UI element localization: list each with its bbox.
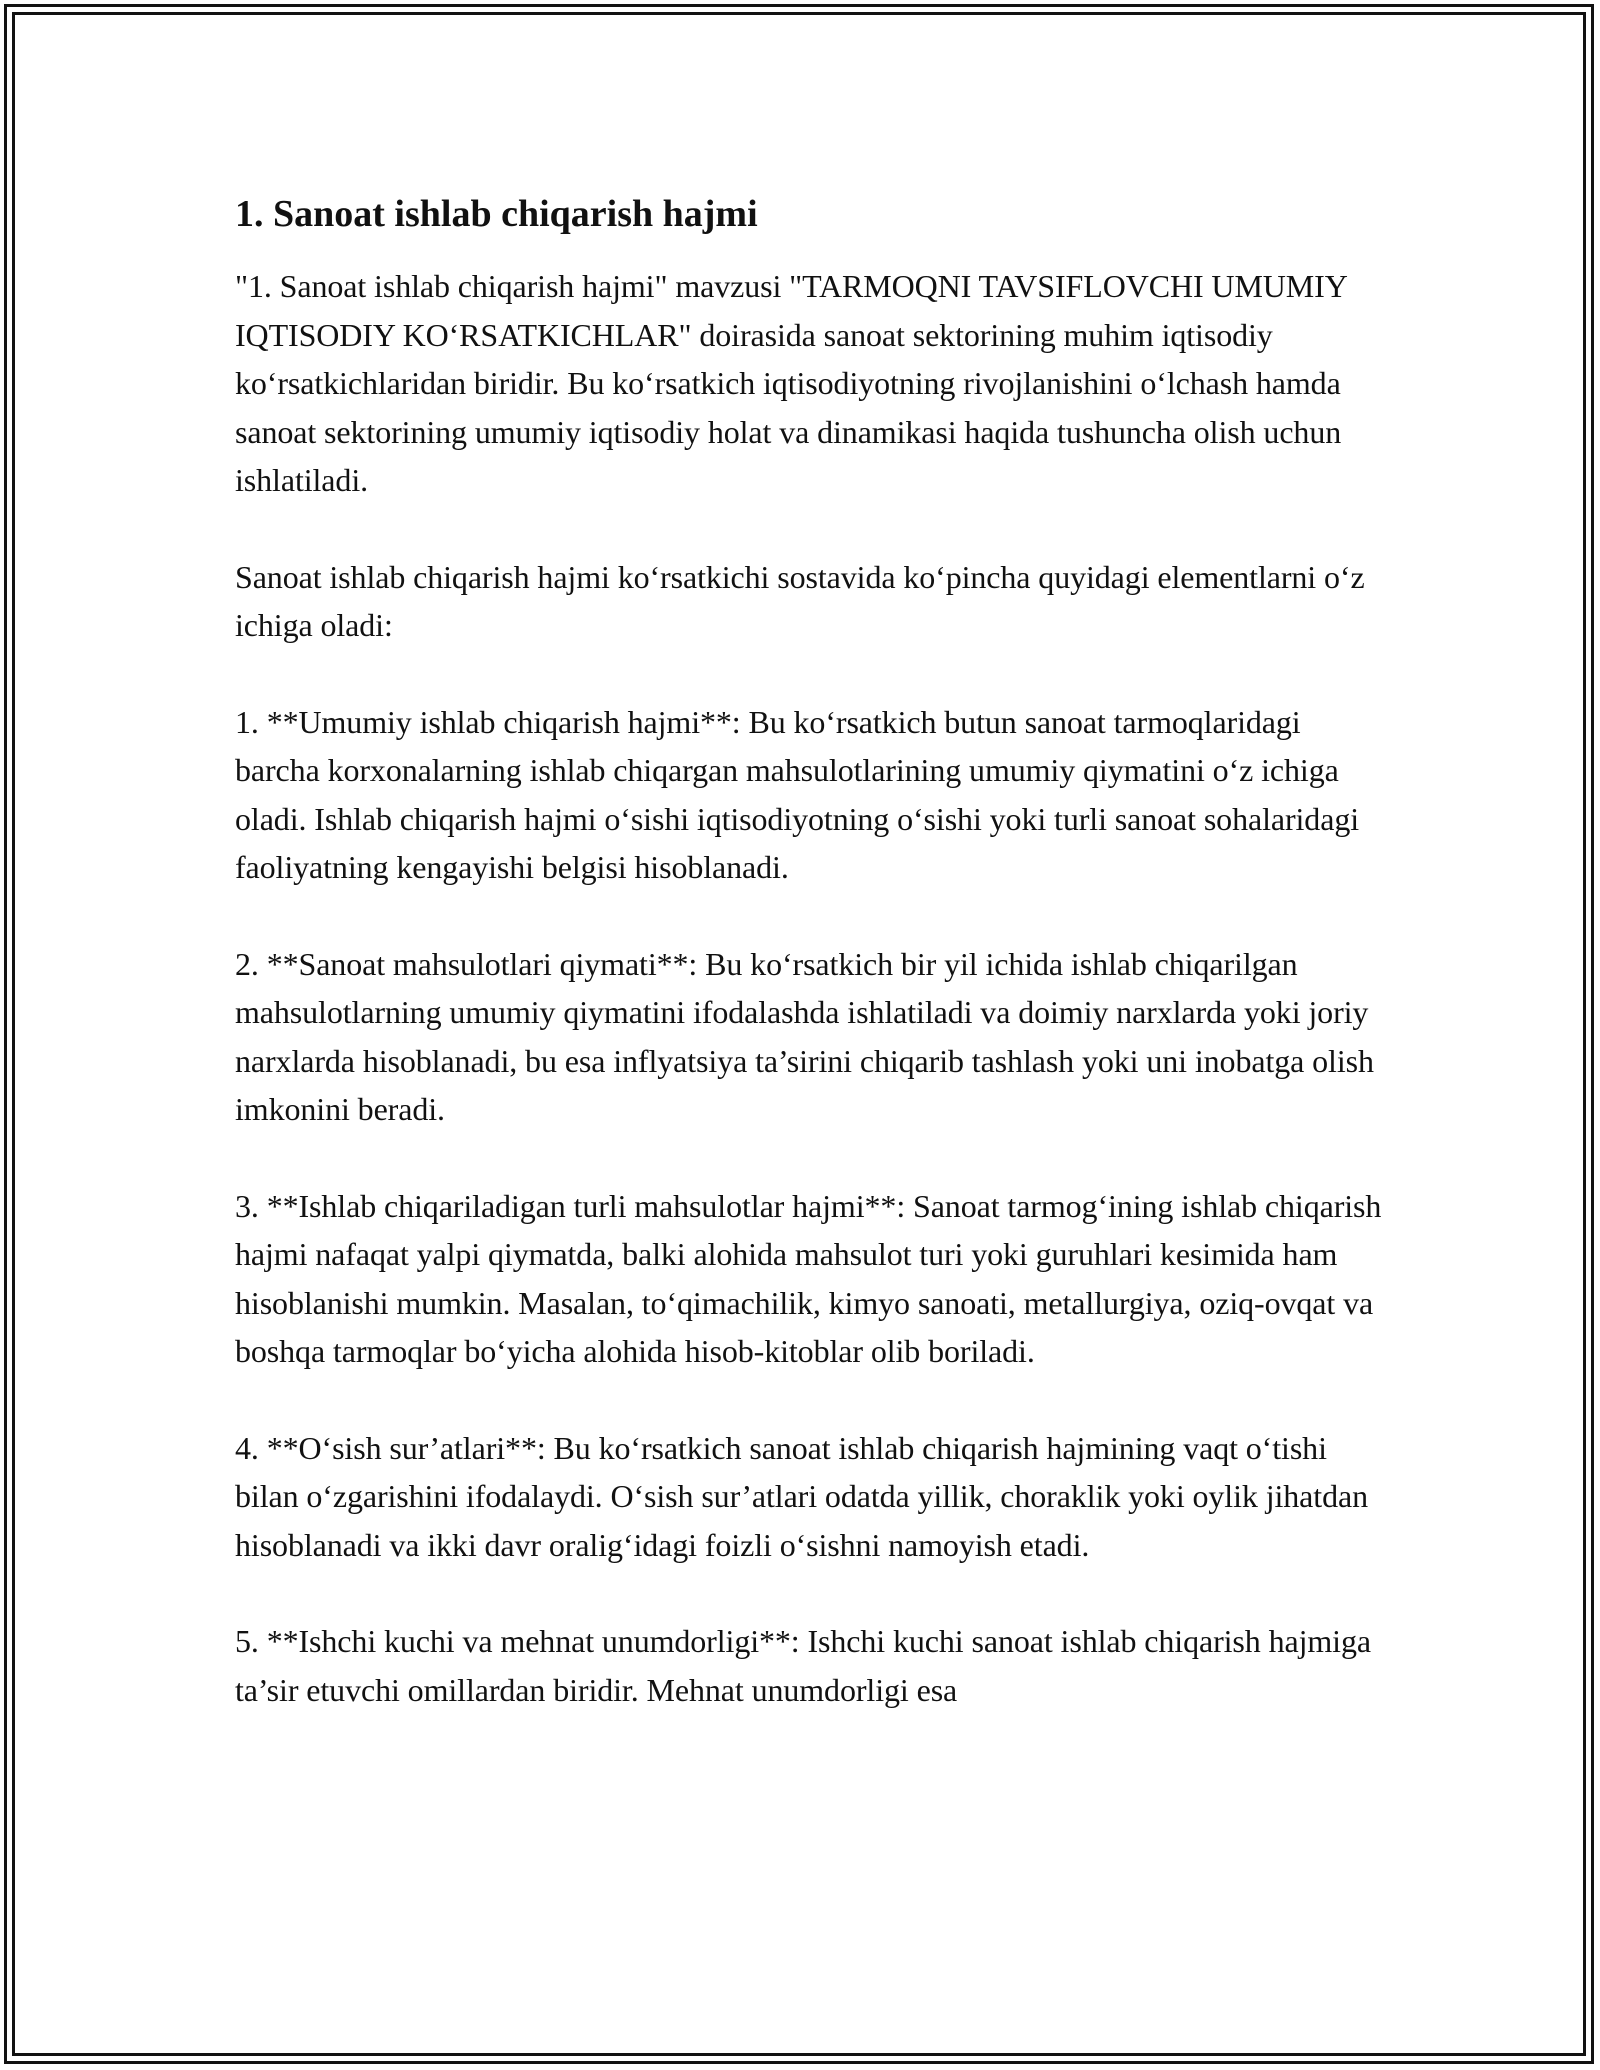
paragraph-item-1: 1. **Umumiy ishlab chiqarish hajmi**: Bu ko‘rsatkich butun sanoat tarmoqlaridagi barcha korxonalarning ishlab chiqargan mahsulotlarining umumiy qiymatini o‘z ichiga oladi. Ishlab chiqarish hajmi o‘sishi iqtisodiyotning o‘sishi yoki turli sanoat sohalaridagi faoliyatning kengayishi belgisi hisoblanadi.	[235, 703, 1360, 885]
paragraph-item-5: 5. **Ishchi kuchi va mehnat unumdorligi**: Ishchi kuchi sanoat ishlab chiqarish hajmiga ta’sir etuvchi omillardan biridir. Mehnat unumdorligi esa	[235, 1623, 1371, 1708]
paragraph-item-3: 3. **Ishlab chiqariladigan turli mahsulotlar hajmi**: Sanoat tarmog‘ining ishlab chiqarish hajmi nafaqat yalpi qiymatda, balki alohida mahsulot turi yoki guruhlari kesimida ham hisoblanishi mumkin. Masalan, to‘qimachilik, kimyo sanoati, metallurgiya, oziq-ovqat va boshqa tarmoqlar bo‘yicha alohida hisob-kitoblar olib boriladi.	[235, 1187, 1382, 1369]
document-body	[235, 186, 1385, 1714]
paragraph-item-2: 2. **Sanoat mahsulotlari qiymati**: Bu ko‘rsatkich bir yil ichida ishlab chiqarilgan mahsulotlarning umumiy qiymatini ifodalashda ishlatiladi va doimiy narxlarda yoki joriy narxlarda hisoblanadi, bu esa inflyatsiya ta’sirini chiqarib tashlash yoki uni inobatga olish imkonini beradi.	[235, 945, 1374, 1127]
paragraph-item-4: 4. **O‘sish sur’atlari**: Bu ko‘rsatkich sanoat ishlab chiqarish hajmining vaqt o‘tishi bilan o‘zgarishini ifodalaydi. O‘sish sur’atlari odatda yillik, choraklik yoki oylik jihatdan hisoblanadi va ikki davr oralig‘idagi foizli o‘sishni namoyish etadi.	[235, 1429, 1368, 1563]
paragraph-elements-lead: Sanoat ishlab chiqarish hajmi ko‘rsatkichi sostavida ko‘pincha quyidagi elementlarni o‘z ichiga oladi:	[235, 558, 1365, 643]
paragraph-intro: "1. Sanoat ishlab chiqarish hajmi" mavzusi "TARMOQNI TAVSIFLOVCHI UMUMIY IQTISODIY KO‘RSATKICHLAR" doirasida sanoat sektorining muhim iqtisodiy ko‘rsatkichlaridan biridir. Bu ko‘rsatkich iqtisodiyotning rivojlanishini o‘lchash hamda sanoat sektorining umumiy iqtisodiy holat va dinamikasi haqida tushuncha olish uchun ishlatiladi.	[235, 268, 1347, 498]
section-title: 1. Sanoat ishlab chiqarish hajmi	[235, 193, 758, 235]
